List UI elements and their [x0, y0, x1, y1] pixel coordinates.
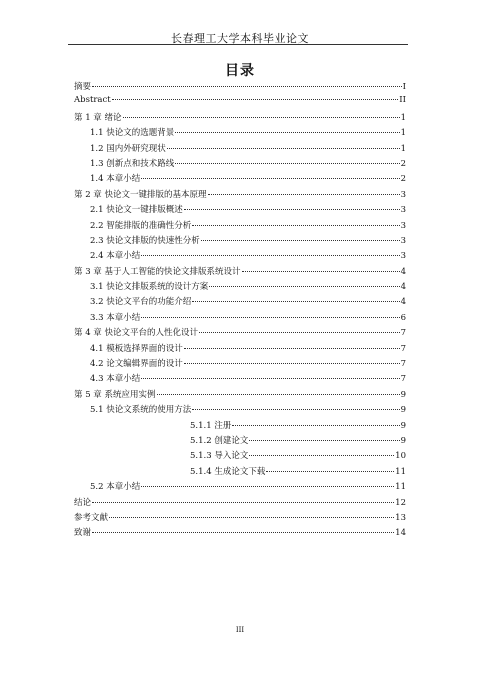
toc-entry-label: 2.4 本章小结 [90, 251, 141, 262]
header-title: 长春理工大学本科毕业论文 [171, 32, 309, 45]
toc-entry-label: 1.3 创新点和技术路线 [90, 158, 175, 169]
toc-entry-label: 致谢 [74, 528, 92, 539]
toc-entry[interactable] [74, 157, 406, 172]
dot-leader [266, 471, 394, 472]
toc-entry[interactable] [74, 126, 406, 141]
toc-entry-label: 3.2 快论文平台的功能介绍 [90, 297, 192, 308]
toc-entry[interactable] [74, 419, 406, 434]
toc-entry-label: 摘要 [74, 82, 92, 92]
toc-entry-label: 4.3 本章小结 [90, 374, 141, 385]
dot-leader [141, 317, 399, 318]
toc-entry-label: 4.2 论文编辑界面的设计 [90, 359, 183, 370]
toc-entry-label: 2.1 快论文一键排版概述 [90, 205, 183, 216]
toc-entry-page: 9 [400, 420, 406, 431]
toc-entry-page: 7 [400, 343, 406, 354]
dot-leader [192, 409, 399, 410]
page-header [0, 0, 480, 48]
toc-entry-label: 参考文献 [74, 512, 109, 523]
toc-entry-page: 14 [395, 528, 406, 539]
toc-entry[interactable] [74, 265, 406, 280]
toc-entry-page: 11 [395, 482, 406, 493]
toc-entry[interactable] [74, 172, 406, 187]
toc-entry-page: 1 [400, 128, 406, 139]
toc-entry-page: 11 [395, 466, 406, 477]
toc-entry[interactable] [74, 326, 406, 341]
toc-entry-label: 4.1 模板选择界面的设计 [90, 343, 183, 354]
toc-entry-label: 第 1 章 绪论 [74, 112, 122, 123]
toc-entry-label: 5.1 快论文系统的使用方法 [90, 405, 192, 416]
toc-entry-page: 3 [400, 220, 406, 231]
toc-entry[interactable] [74, 80, 406, 95]
dot-leader [249, 455, 394, 456]
toc-entry-page: 9 [400, 405, 406, 416]
toc-entry-page: 9 [400, 389, 406, 400]
dot-leader [201, 240, 400, 241]
toc-entry-page: 12 [395, 497, 406, 508]
toc-entry[interactable] [74, 403, 406, 418]
dot-leader [184, 348, 400, 349]
dot-leader [109, 517, 394, 518]
toc-entry-label: Abstract [74, 95, 111, 106]
table-of-contents [74, 80, 406, 542]
toc-entry-label: 5.1.4 生成论文下载 [190, 466, 266, 477]
toc-entry[interactable] [74, 388, 406, 403]
toc-entry[interactable] [74, 295, 406, 310]
toc-entry[interactable] [74, 219, 406, 234]
toc-entry-label: 2.3 快论文排版的快速性分析 [90, 235, 200, 246]
toc-entry-page: II [399, 95, 406, 106]
toc-entry-label: 1.2 国内外研究现状 [90, 143, 166, 154]
dot-leader [167, 148, 400, 149]
toc-entry-label: 3.1 快论文排版系统的设计方案 [90, 282, 209, 293]
toc-entry[interactable] [74, 188, 406, 203]
page-number: III [235, 626, 245, 634]
dot-leader [141, 178, 399, 179]
toc-entry-label: 3.3 本章小结 [90, 312, 141, 323]
toc-entry-page: 4 [400, 266, 406, 277]
toc-entry-label: 第 2 章 快论文一键排版的基本原理 [74, 189, 207, 200]
toc-entry-page: 3 [400, 189, 406, 200]
toc-entry[interactable] [74, 280, 406, 295]
toc-entry-page: 4 [400, 297, 406, 308]
dot-leader [199, 332, 400, 333]
toc-entry-label: 第 3 章 基于人工智能的快论文排版系统设计 [74, 266, 241, 277]
toc-entry-page: I [402, 82, 406, 92]
dot-leader [92, 532, 394, 533]
toc-entry[interactable] [74, 434, 406, 449]
toc-entry[interactable] [74, 111, 406, 126]
toc-entry[interactable] [74, 372, 406, 387]
toc-entry[interactable] [74, 234, 406, 249]
toc-entry-label: 结论 [74, 497, 92, 508]
toc-entry[interactable] [74, 311, 406, 326]
toc-entry[interactable] [74, 496, 406, 511]
dot-leader [208, 194, 400, 195]
toc-entry-page: 3 [400, 251, 406, 262]
dot-leader [92, 86, 402, 87]
dot-leader [175, 132, 399, 133]
toc-entry-page: 2 [400, 174, 406, 185]
toc-entry-label: 1.4 本章小结 [90, 174, 141, 185]
toc-entry-page: 7 [400, 359, 406, 370]
toc-entry[interactable] [74, 203, 406, 218]
toc-entry-label: 2.2 智能排版的准确性分析 [90, 220, 192, 231]
toc-entry-page: 7 [400, 328, 406, 339]
toc-entry[interactable] [74, 480, 406, 495]
toc-entry-page: 7 [400, 374, 406, 385]
dot-leader [157, 394, 400, 395]
toc-entry-page: 1 [400, 143, 406, 154]
toc-entry[interactable] [74, 465, 406, 480]
dot-leader [175, 163, 399, 164]
dot-leader [249, 440, 399, 441]
dot-leader [192, 225, 399, 226]
toc-entry-page: 1 [400, 112, 406, 123]
dot-leader [184, 363, 400, 364]
dot-leader [141, 378, 399, 379]
toc-entry-label: 第 4 章 快论文平台的人性化设计 [74, 328, 199, 339]
toc-entry-label: 第 5 章 系统应用实例 [74, 389, 156, 400]
dot-leader [112, 99, 399, 100]
dot-leader [192, 301, 399, 302]
dot-leader [184, 209, 400, 210]
toc-entry[interactable] [74, 526, 406, 541]
toc-entry-page: 3 [400, 235, 406, 246]
toc-entry[interactable] [74, 357, 406, 372]
toc-entry[interactable] [74, 142, 406, 157]
toc-entry-label: 5.2 本章小结 [90, 482, 141, 493]
dot-leader [232, 425, 399, 426]
dot-leader [141, 255, 399, 256]
toc-entry[interactable] [74, 511, 406, 526]
dot-leader [92, 502, 394, 503]
toc-entry[interactable] [74, 249, 406, 264]
dot-leader [123, 117, 400, 118]
toc-entry-page: 13 [395, 512, 406, 523]
toc-entry-page: 2 [400, 158, 406, 169]
toc-title: 目录 [225, 63, 255, 79]
dot-leader [242, 271, 400, 272]
toc-entry-label: 5.1.1 注册 [190, 420, 232, 431]
toc-entry-label: 5.1.3 导入论文 [190, 451, 249, 462]
toc-entry[interactable] [74, 95, 406, 110]
toc-entry-label: 1.1 快论文的选题背景 [90, 128, 175, 139]
toc-entry-page: 3 [400, 205, 406, 216]
toc-entry-page: 6 [400, 312, 406, 323]
toc-entry[interactable] [74, 449, 406, 464]
toc-entry-label: 5.1.2 创建论文 [190, 435, 249, 446]
toc-entry-page: 4 [400, 282, 406, 293]
toc-entry-page: 10 [395, 451, 406, 462]
header-rule [68, 44, 408, 45]
toc-entry[interactable] [74, 342, 406, 357]
dot-leader [141, 486, 394, 487]
dot-leader [209, 286, 399, 287]
toc-entry-page: 9 [400, 435, 406, 446]
